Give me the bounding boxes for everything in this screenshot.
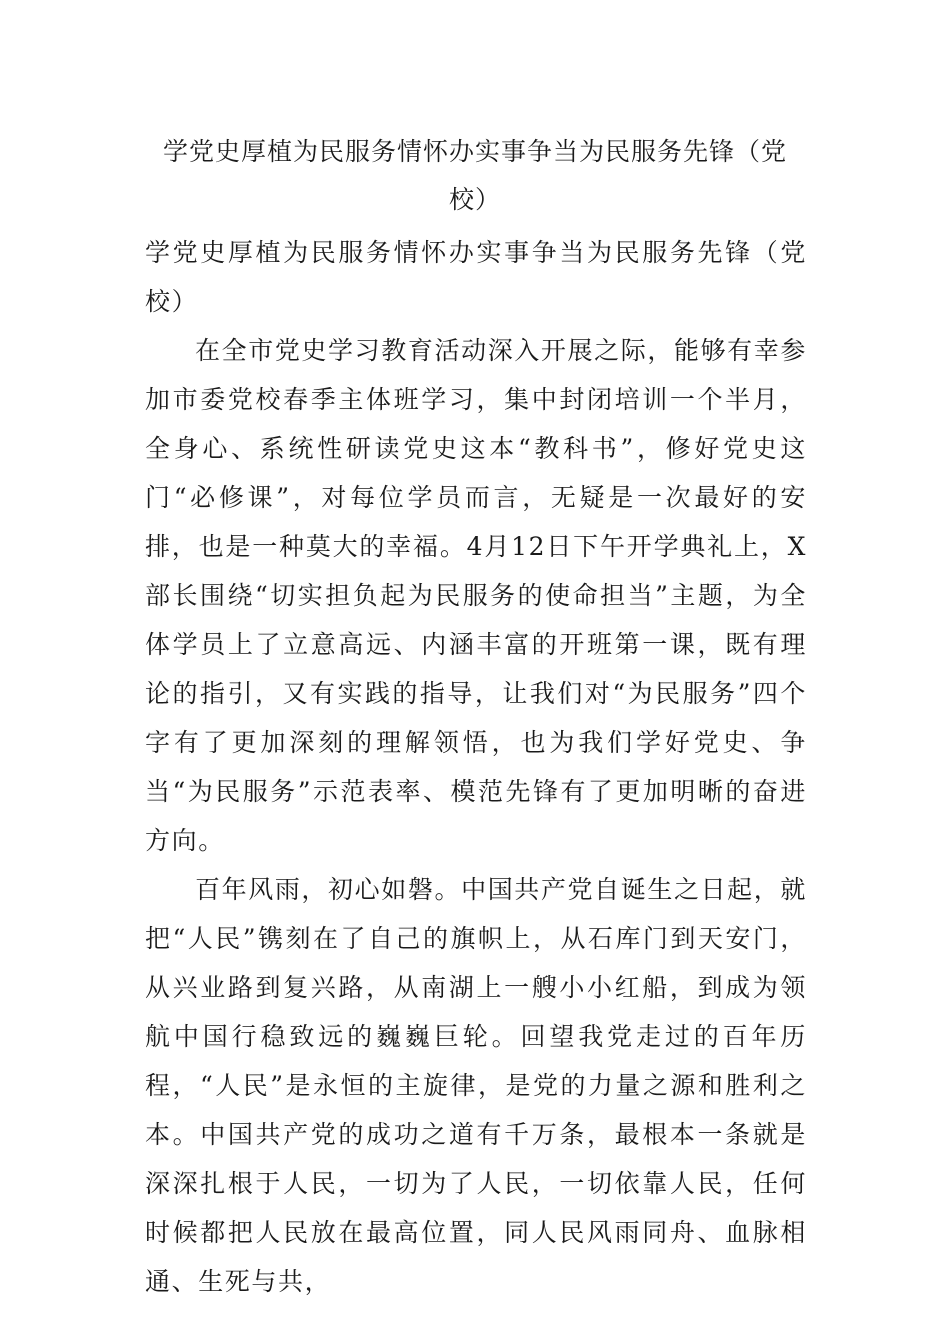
page-title: 学党史厚植为民服务情怀办实事争当为民服务先锋（党校） — [162, 137, 787, 214]
document-body — [145, 228, 807, 1306]
paragraph: 百年风雨，初心如磐。中国共产党自诞生之日起，就把“人民”镌刻在了自己的旗帜上，从石库门到天安门，从兴业路到复兴路，从南湖上一艘小小红船，到成为领航中国行稳致远的巍巍巨轮。回望我党走过的百年历程，“人民”是永恒的主旋律，是党的力量之源和胜利之本。中国共产党的成功之道有千万条，最根本一条就是深深扎根于人民，一切为了人民，一切依靠人民，任何时候都把人民放在最高位置，同人民风雨同舟、血脉相通、生死与共， — [145, 875, 807, 1296]
document-subtitle: 学党史厚植为民服务情怀办实事争当为民服务先锋（党校） — [145, 238, 807, 316]
paragraph: 在全市党史学习教育活动深入开展之际，能够有幸参加市委党校春季主体班学习，集中封闭培训一个半月，全身心、系统性研读党史这本“教科书”，修好党史这门“必修课”，对每位学员而言，无疑是一次最好的安排，也是一种莫大的幸福。4月12日下午开学典礼上，X部长围绕“切实担负起为民服务的使命担当”主题，为全体学员上了立意高远、内涵丰富的开班第一课，既有理论的指引，又有实践的指导，让我们对“为民服务”四个字有了更加深刻的理解领悟，也为我们学好党史、争当“为民服务”示范表率、模范先锋有了更加明晰的奋进方向。 — [145, 336, 807, 855]
